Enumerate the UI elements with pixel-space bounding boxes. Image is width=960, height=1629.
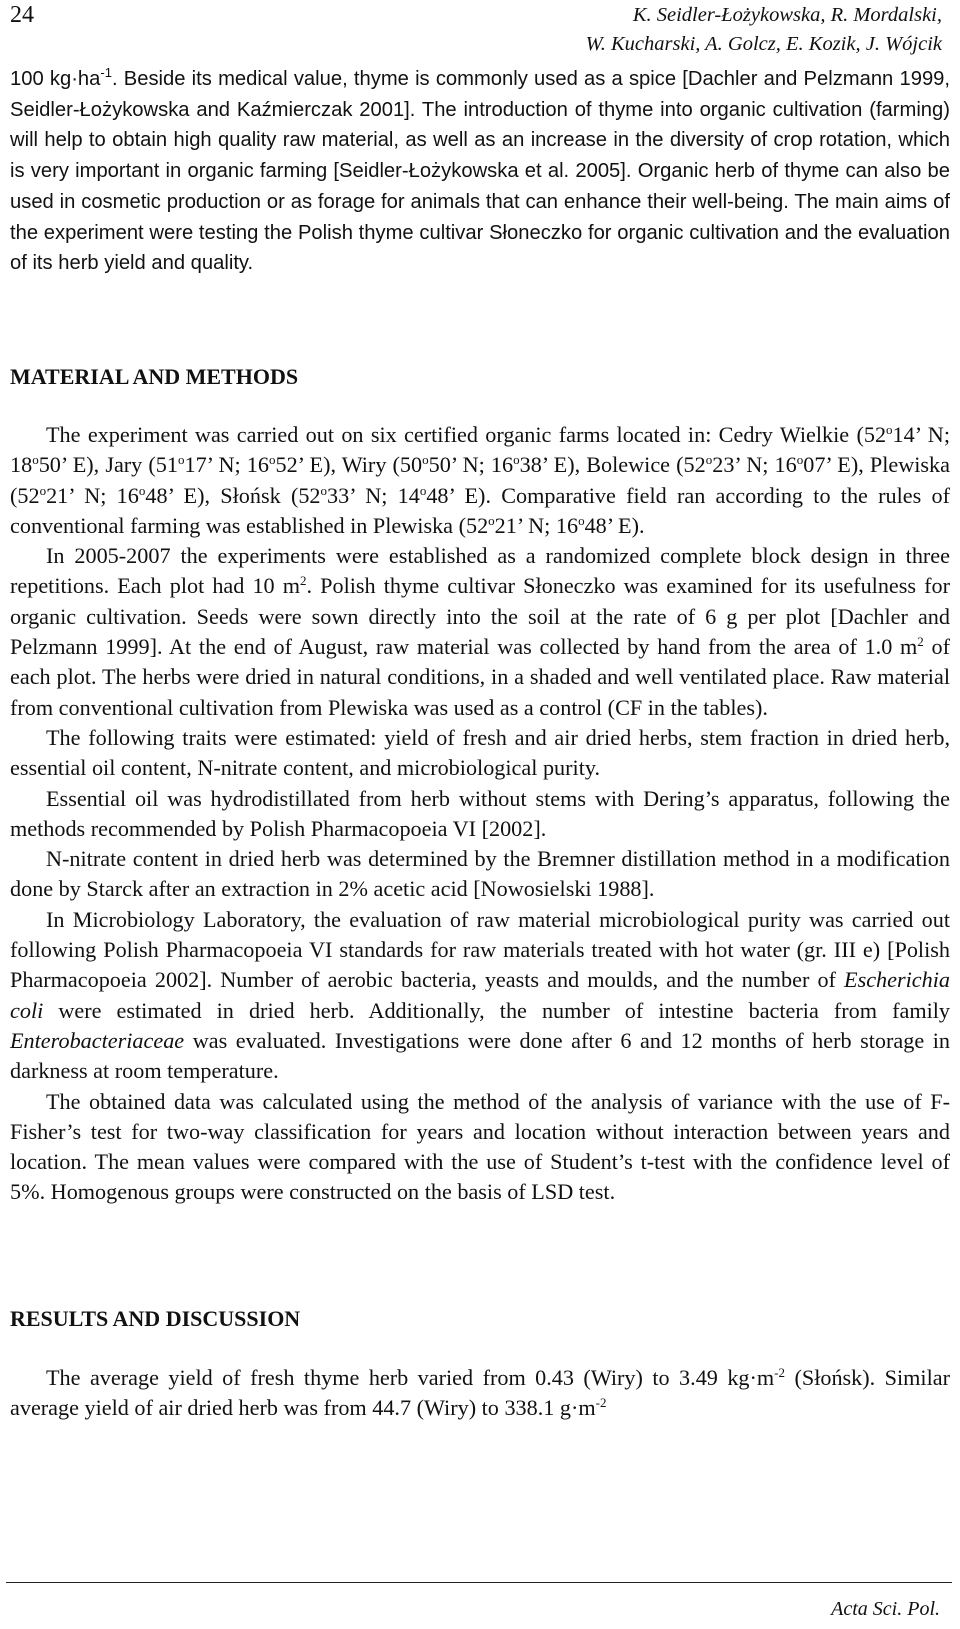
authors-line-1: K. Seidler-Łożykowska, R. Mordalski, — [632, 4, 942, 26]
authors-line-2: W. Kucharski, A. Golcz, E. Kozik, J. Wójcik — [585, 33, 942, 55]
intro-paragraph: 100 $kg\cdot ha^{-1}$. Beside its medical value, thyme is commonly used as a spice [Dachler and Pelzmann 1999, Seidler-Łożykowska and Kaźmierczak 2001]. The introduction of thyme into organic cultivation (farming) will help to obtain high quality raw material, as well as an increase in the diversity of crop rotation, which is very important in organic farming [Seidler-Łożykowska et al. 2005]. Organic herb of thyme can also be used in cosmetic production or as forage for animals that can enhance their well-being. The main aims of the experiment were testing the Polish thyme cultivar Słoneczko for organic cultivation and the evaluation of its herb yield and quality. — [10, 65, 951, 275]
methods-paragraph-traits: The following traits were estimated: yield of fresh and air dried herbs, stem fraction in dried herb, essential oil content, N-nitrate content, and microbiological purity. — [10, 724, 950, 781]
methods-paragraph-nitrate: N-nitrate content in dried herb was determined by the Bremner distillation method in a modification done by Starck after an extraction in 2% acetic acid [Nowosielski 1988]. — [10, 846, 950, 902]
results-heading: RESULTS AND DISCUSSION — [10, 1306, 301, 1331]
methods-heading: MATERIAL AND METHODS — [10, 364, 299, 389]
page-number: 24 — [10, 2, 34, 28]
methods-heading-wrap — [10, 364, 950, 390]
journal-name: Acta Sci. Pol. — [831, 1598, 940, 1620]
results-paragraph: The average yield of fresh thyme herb varied from 0.43 (Wiry) to 3.49 $kg\cdot m^{-2}$ (Słońsk). Similar average yield of air dried herb was from 44.7 (Wiry) to 338.1 $g\cdot m^{-2}$ — [10, 1365, 950, 1421]
footer-rule — [6, 1582, 952, 1583]
results-heading-wrap — [10, 1306, 950, 1332]
intro-section — [10, 64, 950, 279]
methods-section — [10, 420, 950, 1208]
running-head-authors — [586, 1, 942, 59]
methods-paragraph-design: In 2005-2007 the experiments were established as a randomized complete block design in three repetitions. Each plot had 10 $m^2$. Polish thyme cultivar Słoneczko was examined for its usefulness for organic cultivation. Seeds were sown directly into the soil at the rate of 6 g per plot [Dachler and Pelzmann 1999]. At the end of August, raw material was collected by hand from the area of 1.0 $m^2$ of each plot. The herbs were dried in natural conditions, in a shaded and well ventilated place. Raw material from conventional cultivation from Plewiska was used as a control (CF in the tables). — [10, 543, 951, 720]
methods-paragraph-statistics: The obtained data was calculated using the method of the analysis of variance with the use of F-Fisher’s test for two-way classification for years and location without interaction between years and location. The mean values were compared with the use of Student’s t-test with the confidence level of 5%. Homogenous groups were constructed on the basis of LSD test. — [10, 1088, 950, 1205]
methods-paragraph-microbiology: In Microbiology Laboratory, the evaluation of raw material microbiological purity was carried out following Polish Pharmacopoeia VI standards for raw materials treated with hot water (gr. III e) [Polish Pharmacopoeia 2002]. Number of aerobic bacteria, yeasts and moulds, and the number of Escherichia coli were estimated in dried herb. Additionally, the number of intestine bacteria from family Enterobacteriaceae was evaluated. Investigations were done after 6 and 12 months of herb storage in darkness at room temperature. — [10, 906, 950, 1084]
results-section — [10, 1363, 950, 1424]
methods-paragraph-essential-oil: Essential oil was hydrodistillated from herb without stems with Dering’s apparatus, following the methods recommended by Polish Pharmacopoeia VI [2002]. — [10, 785, 950, 841]
methods-paragraph-locations: The experiment was carried out on six certified organic farms located in: Cedry Wielkie (52$^o$14’ N; 18$^o$50’ E), Jary (51$^o$17’ N; 16$^o$52’ E), Wiry (50$^o$50’ N; 16$^o$38’ E), Bolewice (52$^o$23’ N; 16$^o$07’ E), Plewiska (52$^o$21’ N; 16$^o$48’ E), Słońsk (52$^o$33’ N; 14$^o$48’ E). Comparative field ran according to the rules of conventional farming was established in Plewiska (52$^o$21’ N; 16$^o$48’ E). — [10, 422, 950, 538]
